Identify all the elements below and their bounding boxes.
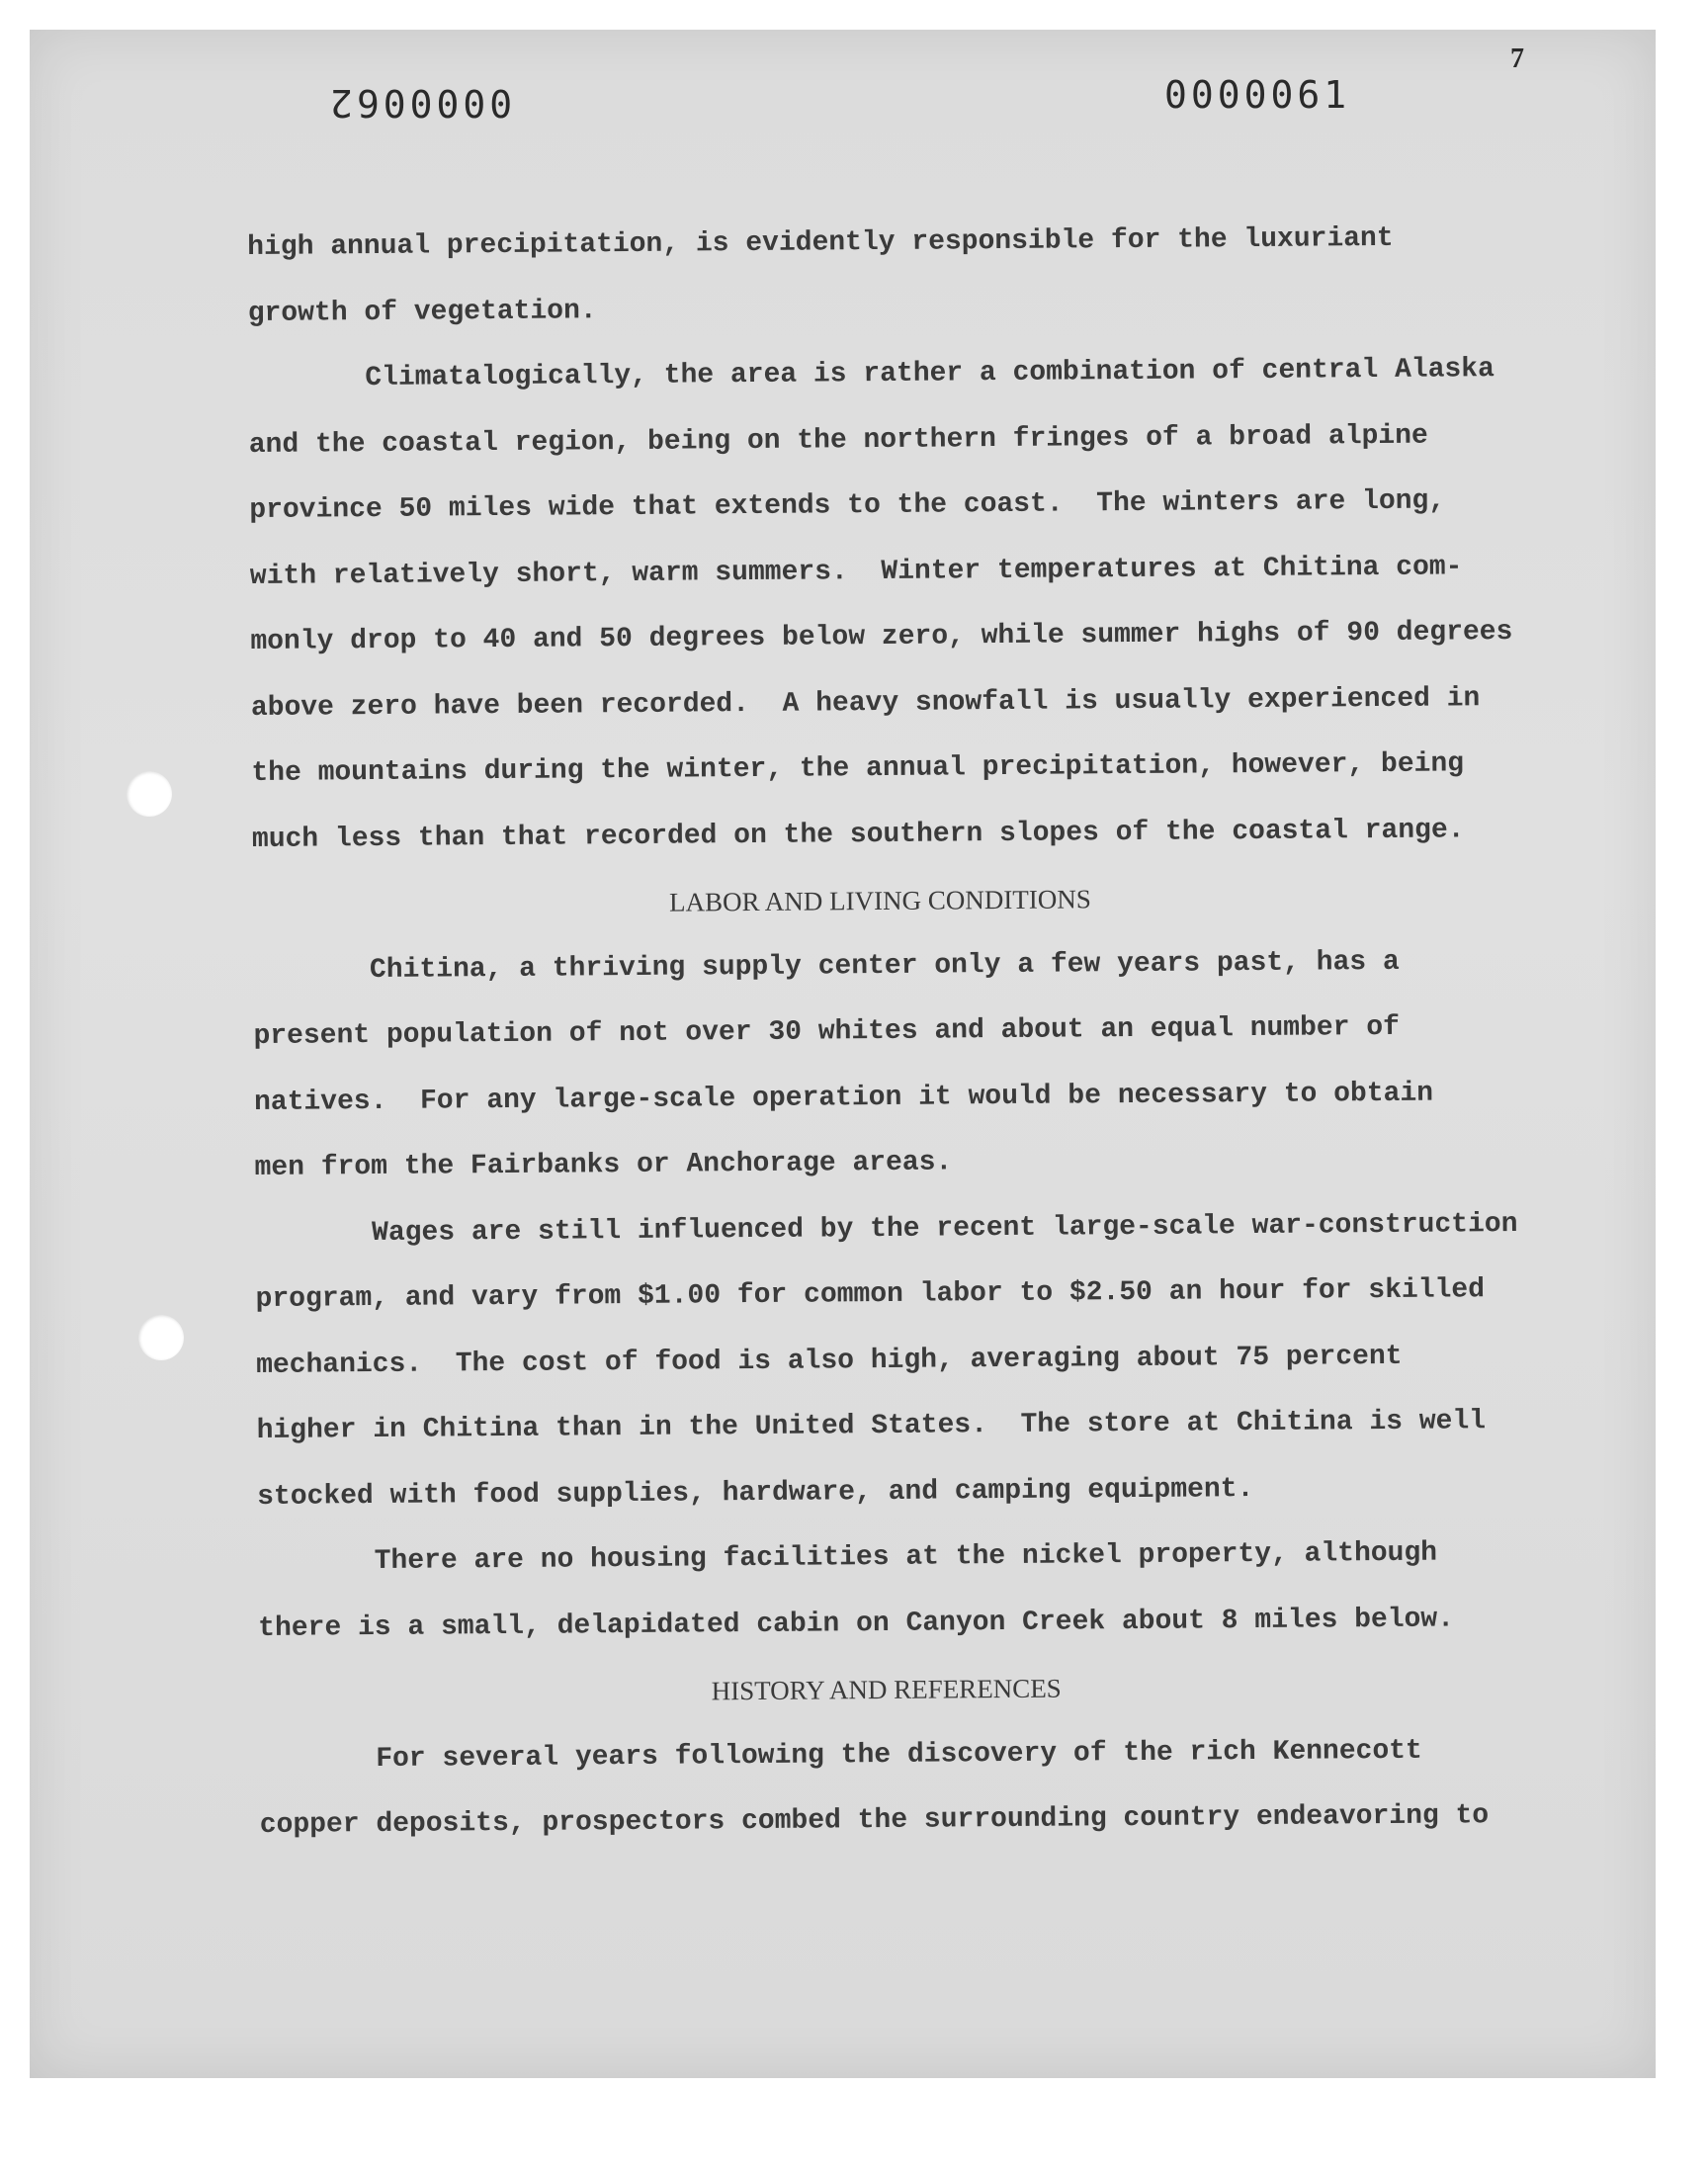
paragraph-start: Climatalogically, the area is rather a combination of central Alaska: [365, 354, 1494, 394]
text-line: province 50 miles wide that extends to the coast. The winters are long,: [249, 485, 1446, 526]
text-line: copper deposits, prospectors combed the surrounding country endeavoring to: [259, 1800, 1490, 1841]
text-line: the mountains during the winter, the annual precipitation, however, being: [251, 748, 1465, 789]
text-line: above zero have been recorded. A heavy snowfall is usually experienced in: [250, 682, 1481, 724]
document-id-stamp-upside-down: 0000062: [326, 81, 513, 125]
text-line: monly drop to 40 and 50 degrees below zero, while summer highs of 90 degrees: [250, 616, 1513, 657]
text-line: with relatively short, warm summers. Winter temperatures at Chitina com-: [249, 551, 1463, 592]
document-id-stamp: 0000061: [1164, 73, 1351, 117]
document-body: [247, 206, 1545, 1860]
section-heading-history: HISTORY AND REFERENCES: [711, 1673, 1062, 1706]
text-line: present population of not over 30 whites and about an equal number of: [253, 1011, 1400, 1052]
paragraph-start: For several years following the discovery of the rich Kennecott: [376, 1735, 1422, 1775]
text-line: program, and vary from $1.00 for common labor to $2.50 an hour for skilled: [255, 1274, 1486, 1315]
text-line: mechanics. The cost of food is also high, averaging about 75 percent: [256, 1341, 1403, 1381]
text-line: higher in Chitina than in the United States. The store at Chitina is well: [256, 1406, 1487, 1446]
paragraph-start: Chitina, a thriving supply center only a few years past, has a: [369, 946, 1400, 986]
text-line: men from the Fairbanks or Anchorage areas.: [254, 1147, 953, 1183]
punch-hole: [127, 771, 172, 817]
text-line: growth of vegetation.: [247, 295, 597, 329]
section-heading-labor: LABOR AND LIVING CONDITIONS: [668, 884, 1091, 917]
text-line: natives. For any large-scale operation it would be necessary to obtain: [253, 1078, 1434, 1118]
paragraph-start: There are no housing facilities at the nickel property, although: [374, 1537, 1438, 1578]
paragraph-start: Wages are still influenced by the recent large-scale war-construction: [371, 1208, 1518, 1249]
punch-hole: [138, 1315, 184, 1360]
text-line: and the coastal region, being on the northern fringes of a broad alpine: [248, 420, 1428, 461]
text-line: high annual precipitation, is evidently responsible for the luxuriant: [247, 222, 1394, 263]
page-number: 7: [1510, 44, 1524, 74]
text-line: there is a small, delapidated cabin on Canyon Creek about 8 miles below.: [258, 1603, 1455, 1644]
text-line: much less than that recorded on the southern slopes of the coastal range.: [251, 814, 1465, 855]
text-line: stocked with food supplies, hardware, and camping equipment.: [257, 1473, 1254, 1513]
